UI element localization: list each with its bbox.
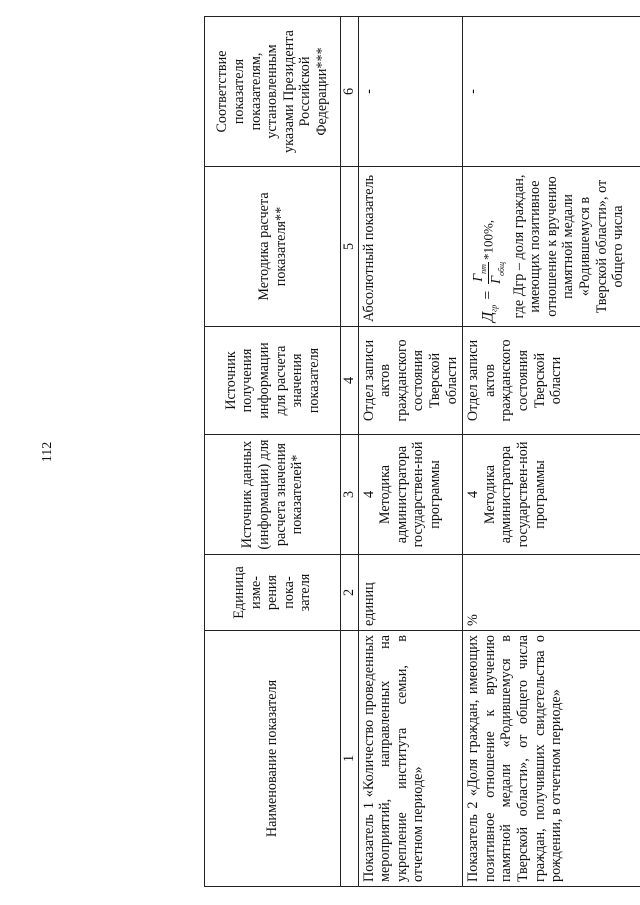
indicator-table bbox=[204, 16, 640, 887]
method-cell bbox=[463, 167, 640, 327]
formula-denominator: $Г_{общ}$ bbox=[489, 261, 507, 284]
data-source-text: Методика администратора государствен-ной программы bbox=[481, 441, 548, 548]
indicator-unit: единиц bbox=[358, 555, 463, 631]
indicator-unit: % bbox=[463, 555, 640, 631]
indicator-name: Показатель 1 «Количество проведенных мероприятий, направленных на укрепление института семьи, в отчетном периоде» bbox=[358, 631, 463, 887]
data-source-cell bbox=[358, 435, 463, 555]
col-number: 6 bbox=[341, 17, 359, 167]
col-number: 2 bbox=[341, 555, 359, 631]
table-row bbox=[358, 17, 463, 887]
header-row bbox=[205, 17, 341, 887]
col-number: 1 bbox=[341, 631, 359, 887]
method-formula: $Д_{гр}$ = $Г_{пт}$ $Г_{общ}$ *100%, bbox=[471, 219, 507, 322]
column-number-row bbox=[341, 17, 359, 887]
col-number: 4 bbox=[341, 327, 359, 435]
formula-lhs: Д bbox=[479, 311, 497, 322]
data-source-number: 4 bbox=[360, 490, 377, 499]
header-method: Методика расчета показателя** bbox=[205, 167, 341, 327]
method-text: Абсолютный показатель bbox=[358, 167, 463, 327]
rotated-table-container bbox=[204, 17, 627, 887]
table-row bbox=[463, 17, 640, 887]
info-source: Отдел записи актов гражданского состояния Тверской области bbox=[463, 327, 640, 435]
conformity-value: - bbox=[358, 17, 463, 167]
formula-numerator: $Г_{пт}$ bbox=[471, 262, 489, 284]
formula-fraction bbox=[471, 262, 506, 284]
header-data-source: Источник данных (информации) для расчета значения показателей* bbox=[205, 435, 341, 555]
method-text: где Дгр – доля граждан, имеющих позитивное отношение к вручению памятной медали «Родившемуся в Тверской области», от общего числа bbox=[510, 174, 627, 319]
header-conformity: Соответствие показателя показателям, установленным указами Президента Российской Федерации*** bbox=[205, 17, 341, 167]
data-source-cell bbox=[463, 435, 640, 555]
page-number: 112 bbox=[40, 441, 56, 463]
info-source: Отдел записи актов гражданского состояния Тверской области bbox=[358, 327, 463, 435]
formula-lhs-sub: гр bbox=[489, 304, 499, 312]
conformity-value: - bbox=[463, 17, 640, 167]
header-indicator-name: Наименование показателя bbox=[205, 631, 341, 887]
data-source-number: 4 bbox=[465, 490, 482, 499]
col-number: 3 bbox=[341, 435, 359, 555]
header-unit: Единица изме-рения пока-зателя bbox=[205, 555, 341, 631]
col-number: 5 bbox=[341, 167, 359, 327]
formula-tail: *100%, bbox=[480, 219, 496, 260]
header-info-source: Источник получения информации для расчета значения показателя bbox=[205, 327, 341, 435]
data-source-text: Методика администратора государствен-ной программы bbox=[377, 441, 444, 548]
indicator-name: Показатель 2 «Доля граждан, имеющих позитивное отношение к вручению памятной медали «Родившемуся в Тверской области», от общего числа граждан, получивших свидетельства о рождении, в отчетном периоде» bbox=[463, 631, 640, 887]
